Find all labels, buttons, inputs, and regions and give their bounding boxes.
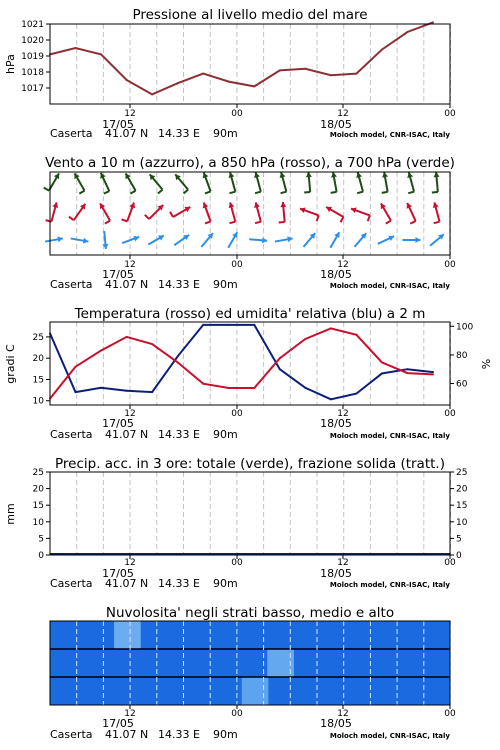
time-tick-label: 00 <box>231 409 243 419</box>
pressure-line-point <box>151 93 153 95</box>
y-tick-label: 25 <box>32 468 44 478</box>
wind-arrow <box>330 232 339 248</box>
humidity-line-point <box>406 368 408 370</box>
pressure-line-point <box>381 49 383 51</box>
wind-arrow <box>304 233 316 247</box>
wind-arrow <box>45 236 63 242</box>
time-tick-label: 12 <box>337 709 349 719</box>
wind-arrow <box>170 207 190 217</box>
wind-barb <box>357 192 363 194</box>
y-tick-label: 0 <box>38 551 44 561</box>
time-tick-label: 00 <box>444 409 456 419</box>
y-tick-label: 25 <box>32 332 44 343</box>
y2-tick-label: 60 <box>456 379 468 390</box>
time-tick-label: 00 <box>231 558 243 568</box>
wind-arrow <box>254 172 261 193</box>
longitude: 14.33 E <box>158 127 200 140</box>
wind-head <box>262 237 267 243</box>
time-tick-label: 00 <box>444 558 456 568</box>
wind-arrow <box>100 203 110 223</box>
wind-arrow <box>382 172 388 193</box>
wind-barb <box>46 220 52 222</box>
time-tick-label: 00 <box>444 260 456 270</box>
wind-arrow <box>148 235 164 244</box>
date-label: 17/05 <box>102 567 134 580</box>
wind-arrow <box>122 203 136 222</box>
y-tick-label: 10 <box>32 396 44 407</box>
y2-tick-label: 25 <box>456 468 468 478</box>
latitude: 41.07 N <box>105 127 149 140</box>
temperature-line-point <box>355 334 357 336</box>
wind-arrow <box>203 203 211 224</box>
wind-barb <box>331 192 337 193</box>
y-tick-label: 1018 <box>21 68 44 78</box>
pressure-line-point <box>100 53 102 55</box>
wind-arrow <box>203 173 211 194</box>
longitude: 14.33 E <box>158 428 200 441</box>
y-tick-label: 20 <box>32 484 44 495</box>
y-tick-label: 15 <box>32 375 44 386</box>
pressure-line-point <box>202 73 204 75</box>
humidity-line-point <box>202 324 204 326</box>
pressure-line-point <box>279 69 281 71</box>
humidity-line-point <box>381 373 383 375</box>
time-tick-label: 12 <box>124 409 136 419</box>
model-credit: Moloch model, CNR-ISAC, Italy <box>329 581 450 589</box>
wind-arrow <box>432 172 440 192</box>
latitude: 41.07 N <box>105 728 149 741</box>
y-tick-label: 20 <box>32 354 44 365</box>
model-credit: Moloch model, CNR-ISAC, Italy <box>329 732 450 740</box>
temperature-line-point <box>202 383 204 385</box>
humidity-line-point <box>330 398 332 400</box>
wind-arrow <box>407 172 414 193</box>
humidity-line-point <box>432 371 434 373</box>
date-label: 18/05 <box>320 567 352 580</box>
pressure-line-point <box>330 74 332 76</box>
wind-arrow <box>430 234 444 246</box>
wind-barb <box>230 192 236 194</box>
temperature-line-point <box>126 336 128 338</box>
humidity-line-point <box>279 368 281 370</box>
y2-tick-label: 100 <box>456 322 474 333</box>
time-tick-label: 12 <box>337 409 349 419</box>
time-tick-label: 12 <box>124 558 136 568</box>
wind-barb <box>281 192 287 194</box>
panel-title: Precip. acc. in 3 ore: totale (verde), frazione solida (tratt.) <box>55 456 445 472</box>
wind-arrow <box>100 173 109 194</box>
time-tick-label: 00 <box>231 709 243 719</box>
date-label: 17/05 <box>102 118 134 131</box>
temperature-line-point <box>381 361 383 363</box>
date-label: 17/05 <box>102 268 134 281</box>
model-credit: Moloch model, CNR-ISAC, Italy <box>329 131 450 139</box>
time-tick-label: 12 <box>337 558 349 568</box>
date-label: 18/05 <box>320 417 352 430</box>
wind-head <box>280 202 286 207</box>
y2-tick-label: 5 <box>456 534 462 545</box>
longitude: 14.33 E <box>158 728 200 741</box>
elevation: 90m <box>213 278 238 291</box>
wind-arrow <box>229 202 236 223</box>
latitude: 41.07 N <box>105 428 149 441</box>
wind-arrow <box>229 172 236 193</box>
time-tick-label: 12 <box>124 109 136 119</box>
wind-barb <box>341 217 344 222</box>
wind-arrow <box>249 237 267 243</box>
wind-arrow <box>351 207 370 221</box>
y2-tick-label: 15 <box>456 501 468 512</box>
wind-arrow <box>300 207 319 221</box>
vertical-gridlines <box>77 24 451 104</box>
wind-barb <box>408 192 414 194</box>
pressure-line <box>50 22 433 94</box>
wind-arrow <box>150 174 163 193</box>
wind-barb <box>410 221 415 224</box>
wind-arrow <box>201 233 213 247</box>
panel-title: Vento a 10 m (azzurro), a 850 hPa (rosso), a 700 hPa (verde) <box>45 155 455 171</box>
wind-barb <box>122 219 128 221</box>
y2-axis-label: % <box>480 358 493 370</box>
wind-arrow <box>433 202 440 223</box>
y-axis-label: gradi C <box>4 344 17 384</box>
pressure-line-point <box>406 31 408 33</box>
location-name: Caserta <box>50 728 93 741</box>
y-tick-label: 5 <box>38 534 44 545</box>
wind-head <box>434 172 440 177</box>
wind-arrow <box>71 238 89 244</box>
time-tick-label: 12 <box>337 260 349 270</box>
wind-barb <box>304 192 310 193</box>
wind-arrow <box>228 232 237 248</box>
wind-arrow <box>326 207 343 222</box>
elevation: 90m <box>213 428 238 441</box>
cloud-cell <box>114 621 141 649</box>
wind-barb <box>386 221 391 224</box>
location-name: Caserta <box>50 428 93 441</box>
wind-barb <box>382 192 388 193</box>
humidity-line-point <box>100 387 102 389</box>
wind-barb <box>230 222 236 224</box>
panel-title: Temperatura (rosso) ed umidita' relativa (blu) a 2 m <box>74 306 426 322</box>
pressure-line-point <box>304 68 306 70</box>
elevation: 90m <box>213 577 238 590</box>
pressure-line-point <box>432 21 434 23</box>
wind-barb <box>255 192 261 194</box>
wind-arrow <box>279 202 287 222</box>
wind-head <box>415 237 420 243</box>
wind-arrow <box>402 237 420 243</box>
wind-arrow <box>145 205 163 219</box>
time-tick-label: 00 <box>444 709 456 719</box>
humidity-line-point <box>304 387 306 389</box>
y-tick-label: 1019 <box>21 52 44 62</box>
pressure-line-point <box>75 47 77 49</box>
temperature-line-point <box>279 357 281 359</box>
date-label: 17/05 <box>102 717 134 730</box>
humidity-line-point <box>75 391 77 393</box>
wind-barb <box>79 191 84 194</box>
wind-barb <box>145 215 149 219</box>
humidity-line-point <box>355 393 357 395</box>
humidity-line-point <box>126 390 128 392</box>
y2-tick-label: 10 <box>456 517 468 528</box>
wind-arrow <box>378 236 394 244</box>
y-tick-label: 15 <box>32 501 44 512</box>
wind-arrow <box>174 235 189 245</box>
y-tick-label: 10 <box>32 517 44 528</box>
y2-tick-label: 0 <box>456 551 462 561</box>
time-tick-label: 00 <box>231 260 243 270</box>
date-label: 18/05 <box>320 118 352 131</box>
date-label: 18/05 <box>320 268 352 281</box>
panel-title: Pressione al livello medio del mare <box>132 7 368 23</box>
temperature-line-point <box>330 327 332 329</box>
temperature-line-point <box>253 387 255 389</box>
wind-arrow <box>304 172 312 192</box>
temperature-line-point <box>406 372 408 374</box>
date-label: 17/05 <box>102 417 134 430</box>
cloud-cell <box>242 677 269 705</box>
pressure-line-point <box>228 81 230 83</box>
wind-barb <box>434 222 440 224</box>
plot-frame <box>50 172 450 255</box>
pressure-line-point <box>126 79 128 81</box>
humidity-line-point <box>151 391 153 393</box>
model-credit: Moloch model, CNR-ISAC, Italy <box>329 432 450 440</box>
temperature-line-point <box>432 373 434 375</box>
location-name: Caserta <box>50 278 93 291</box>
humidity-line-point <box>228 324 230 326</box>
wind-barb <box>105 221 110 224</box>
wind-arrow <box>355 233 367 247</box>
wind-barb <box>205 191 211 193</box>
wind-barb <box>69 217 74 220</box>
date-label: 18/05 <box>320 717 352 730</box>
wind-barb <box>104 191 109 194</box>
longitude: 14.33 E <box>158 577 200 590</box>
time-tick-label: 00 <box>231 109 243 119</box>
vertical-gridlines <box>77 472 451 555</box>
latitude: 41.07 N <box>105 577 149 590</box>
wind-arrow <box>280 172 287 193</box>
y-tick-label: 1017 <box>21 84 44 94</box>
wind-arrow <box>356 172 363 193</box>
location-name: Caserta <box>50 577 93 590</box>
wind-arrow <box>381 203 391 223</box>
wind-arrow <box>407 203 416 224</box>
vertical-gridlines <box>77 322 451 405</box>
wind-barb <box>170 212 173 217</box>
wind-barb <box>432 192 438 193</box>
wind-arrow <box>74 173 84 193</box>
wind-barb <box>158 190 163 194</box>
wind-barb <box>255 222 261 224</box>
elevation: 90m <box>213 728 238 741</box>
longitude: 14.33 E <box>158 278 200 291</box>
time-tick-label: 00 <box>444 109 456 119</box>
wind-barb <box>368 215 370 221</box>
wind-arrow <box>46 202 59 221</box>
plot-frame <box>50 322 450 405</box>
y-tick-label: 1020 <box>21 36 44 46</box>
y2-tick-label: 20 <box>456 484 468 495</box>
time-tick-label: 12 <box>337 109 349 119</box>
pressure-line-point <box>177 82 179 84</box>
latitude: 41.07 N <box>105 278 149 291</box>
temperature-line-point <box>228 387 230 389</box>
pressure-line-point <box>355 73 357 75</box>
wind-arrow <box>254 202 261 223</box>
temperature-line-point <box>100 350 102 352</box>
y-tick-label: 1021 <box>21 20 44 30</box>
temperature-line-point <box>151 343 153 345</box>
wind-arrow <box>175 174 188 193</box>
y2-tick-label: 80 <box>456 350 468 361</box>
wind-barb <box>44 188 49 191</box>
time-tick-label: 12 <box>124 709 136 719</box>
location-name: Caserta <box>50 127 93 140</box>
time-tick-label: 12 <box>124 260 136 270</box>
humidity-line-point <box>177 355 179 357</box>
elevation: 90m <box>213 127 238 140</box>
wind-arrow <box>44 173 59 190</box>
y-axis-label: hPa <box>4 54 17 74</box>
wind-barb <box>130 191 135 194</box>
wind-barb <box>183 190 188 194</box>
y-axis-label: mm <box>4 503 17 525</box>
temperature-line-point <box>177 361 179 363</box>
pressure-line-point <box>253 85 255 87</box>
temperature-line-point <box>304 338 306 340</box>
humidity-line-point <box>253 324 255 326</box>
wind-head <box>306 172 312 177</box>
temperature-line-point <box>75 366 77 368</box>
plot-frame <box>50 472 450 555</box>
wind-arrow <box>331 172 337 193</box>
model-credit: Moloch model, CNR-ISAC, Italy <box>329 282 450 290</box>
panel-title: Nuvolosita' negli strati basso, medio e alto <box>105 605 395 621</box>
wind-barb <box>279 222 285 223</box>
